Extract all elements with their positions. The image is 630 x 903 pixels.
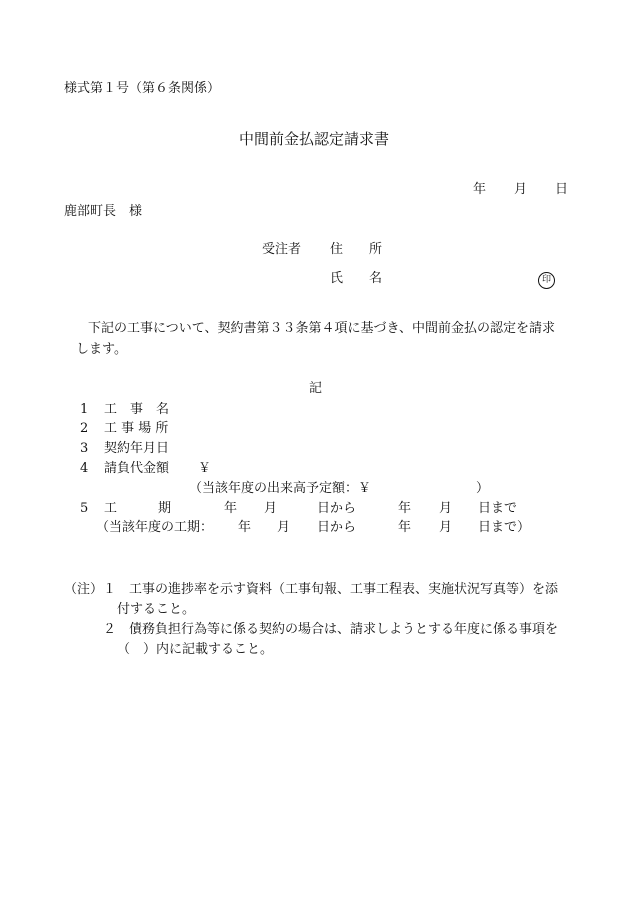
- item-5-sub-start-month: 月: [277, 520, 291, 535]
- item-5-start-day: 日から: [317, 501, 357, 516]
- note-2-number: ２: [103, 622, 117, 637]
- item-5-end-year: 年: [398, 501, 412, 516]
- note-1-number: １: [103, 582, 117, 597]
- document-title: 中間前金払認定請求書: [239, 130, 390, 148]
- item-5-start-month: 月: [264, 501, 278, 516]
- contractor-label: 受注者: [262, 242, 302, 257]
- item-4-yen-sign: ￥: [198, 461, 212, 476]
- item-4-number: 4: [80, 461, 89, 476]
- body-line-2: します。: [76, 342, 127, 357]
- item-5-sub-end-month: 月: [439, 520, 453, 535]
- date-year-label: 年: [473, 182, 487, 197]
- item-5-number: 5: [80, 501, 89, 516]
- notes-prefix: （注）: [64, 582, 104, 597]
- item-3-number: 3: [80, 441, 89, 456]
- seal-icon: 印: [538, 272, 555, 289]
- form-number: 様式第１号（第６条関係）: [64, 81, 221, 96]
- address-label: 住 所: [330, 242, 383, 257]
- date-day-label: 日: [555, 182, 569, 197]
- item-5-label-a: 工: [104, 501, 118, 516]
- item-4-sub-close: ）: [476, 481, 490, 496]
- name-label: 氏 名: [330, 271, 383, 286]
- note-2-line-2: （ ）内に記載すること。: [117, 642, 274, 657]
- note-2-line-1: 債務負担行為等に係る契約の場合は、請求しようとする年度に係る事項を: [129, 622, 559, 637]
- item-5-label-b: 期: [158, 501, 172, 516]
- item-4-label: 請負代金額: [104, 461, 170, 476]
- item-2-label: 工 事 場 所: [104, 421, 169, 436]
- item-5-sub-start-year: 年: [238, 520, 252, 535]
- item-5-sub-end-year: 年: [398, 520, 412, 535]
- item-5-sub-end-day: 日まで）: [478, 520, 531, 535]
- date-month-label: 月: [514, 182, 528, 197]
- item-5-end-day: 日まで: [478, 501, 518, 516]
- item-5-sub-label: （当該年度の工期：: [96, 520, 214, 535]
- item-3-label: 契約年月日: [104, 441, 170, 456]
- item-5-start-year: 年: [224, 501, 238, 516]
- addressee: 鹿部町長 様: [64, 204, 143, 219]
- item-1-label: 工 事 名: [104, 402, 170, 417]
- item-2-number: 2: [80, 421, 89, 436]
- item-5-sub-start-day: 日から: [317, 520, 357, 535]
- note-1-line-1: 工事の進捗率を示す資料（工事旬報、工事工程表、実施状況写真等）を添: [129, 582, 559, 597]
- seal-mark: [538, 270, 555, 289]
- item-4-sub-open: （当該年度の出来高予定額：￥: [189, 481, 372, 496]
- body-line-1: 下記の工事について、契約書第３３条第４項に基づき、中間前金払の認定を請求: [88, 321, 555, 336]
- item-5-end-month: 月: [439, 501, 453, 516]
- ki-heading: 記: [309, 381, 323, 396]
- item-1-number: 1: [80, 402, 89, 417]
- note-1-line-2: 付すること。: [117, 602, 196, 617]
